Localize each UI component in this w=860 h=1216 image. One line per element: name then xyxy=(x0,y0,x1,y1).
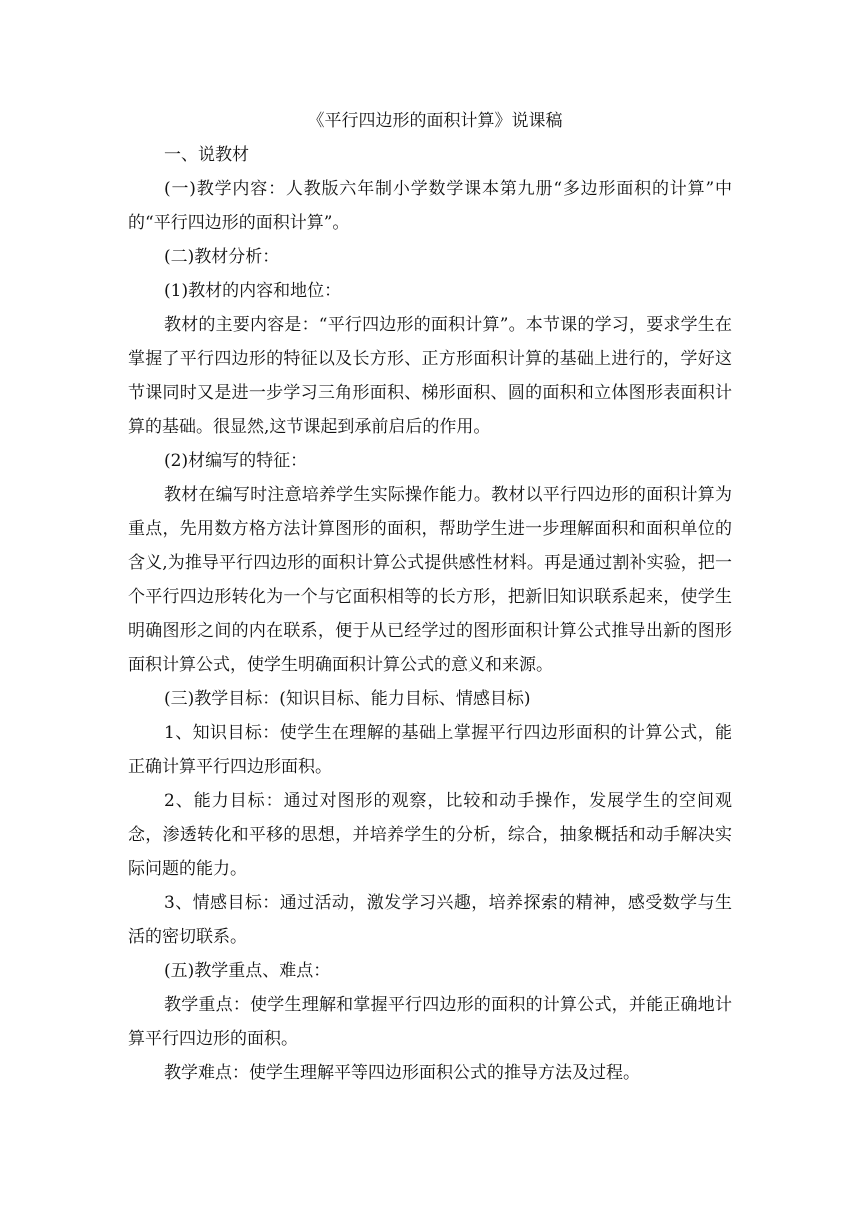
subheading-content-and-status: (1)教材的内容和地位： xyxy=(164,281,342,301)
paragraph-teaching-content: (一)教学内容：人教版六年制小学数学课本第九册“多边形面积的计算”中的“平行四边形的面积计算”。 xyxy=(128,179,732,233)
section-heading-textbook: 一、说教材 xyxy=(164,145,249,165)
paragraph-compilation-features: 教材在编写时注意培养学生实际操作能力。教材以平行四边形的面积计算为重点，先用数方格方法计算图形的面积，帮助学生进一步理解面积和面积单位的含义,为推导平行四边形的面积计算公式提供感性材料。再是通过割补实验，把一个平行四边形转化为一个与它面积相等的长方形，把新旧知识联系起来，使学生明确图形之间的内在联系，便于从已经学过的图形面积计算公式推导出新的图形面积计算公式，使学生明确面积计算公式的意义和来源。 xyxy=(128,485,732,675)
subheading-teaching-goals: (三)教学目标：(知识目标、能力目标、情感目标) xyxy=(164,689,531,709)
paragraph-main-content: 教材的主要内容是：“平行四边形的面积计算”。本节课的学习，要求学生在掌握了平行四边形的特征以及长方形、正方形面积计算的基础上进行的，学好这节课同时又是进一步学习三角形面积、梯形面积、圆的面积和立体图形表面积计算的基础。很显然,这节课起到承前启后的作用。 xyxy=(128,315,732,437)
document-body xyxy=(128,104,732,1090)
paragraph-emotion-goal: 3、情感目标：通过活动，激发学习兴趣，培养探索的精神，感受数学与生活的密切联系。 xyxy=(128,893,732,947)
subheading-key-difficult-points: (五)教学重点、难点： xyxy=(164,961,331,981)
paragraph-difficult-point: 教学难点：使学生理解平等四边形面积公式的推导方法及过程。 xyxy=(164,1063,640,1083)
paragraph-ability-goal: 2、能力目标：通过对图形的观察，比较和动手操作，发展学生的空间观念，渗透转化和平移的思想，并培养学生的分析，综合，抽象概括和动手解决实际问题的能力。 xyxy=(128,791,732,879)
paragraph-knowledge-goal: 1、知识目标：使学生在理解的基础上掌握平行四边形面积的计算公式，能正确计算平行四边形面积。 xyxy=(128,723,732,777)
subheading-compilation-features: (2)材编写的特征： xyxy=(164,451,308,471)
subheading-textbook-analysis: (二)教材分析： xyxy=(164,247,280,267)
document-title: 《平行四边形的面积计算》说课稿 xyxy=(307,111,563,131)
paragraph-key-point: 教学重点：使学生理解和掌握平行四边形的面积的计算公式，并能正确地计算平行四边形的面积。 xyxy=(128,995,732,1049)
